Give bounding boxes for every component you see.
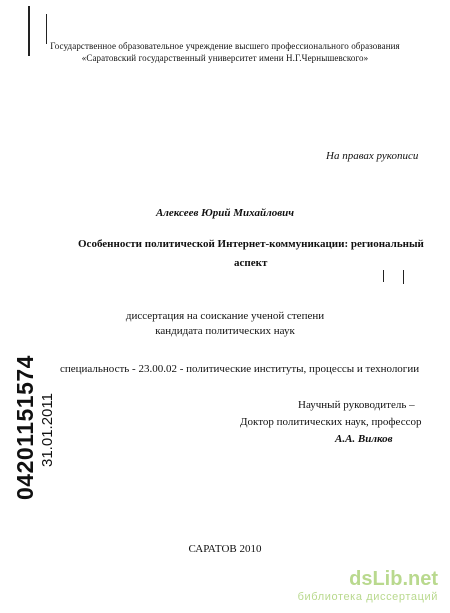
scan-mark: [403, 270, 404, 284]
thesis-title-line-2: аспект: [234, 257, 268, 269]
watermark: [298, 568, 438, 604]
supervisor-credentials: Доктор политических наук, профессор: [240, 416, 422, 428]
institution-line-1: Государственное образовательное учреждение высшего профессионального образования: [50, 41, 400, 51]
institution-line-2: «Саратовский государственный университет имени Н.Г.Чернышевского»: [81, 53, 369, 63]
archive-date: 31.01.2011: [39, 393, 56, 467]
author-name: Алексеев Юрий Михайлович: [155, 207, 295, 219]
archive-code: 04201151574: [12, 355, 38, 500]
rights-note: На правах рукописи: [326, 150, 419, 162]
degree-line-1: диссертация на соискание ученой степени: [125, 310, 325, 322]
specialty-line: специальность - 23.00.02 - политические институты, процессы и технологии: [60, 363, 420, 375]
supervisor-role: Научный руководитель –: [298, 399, 415, 411]
watermark-tagline: библиотека диссертаций: [297, 591, 438, 603]
degree-line-2: кандидата политических наук: [155, 325, 295, 337]
place-year: САРАТОВ 2010: [188, 543, 262, 555]
scan-mark: [383, 270, 384, 282]
supervisor-name: А.А. Вилков: [335, 433, 393, 445]
watermark-brand: dsLib.net: [349, 568, 438, 590]
scan-mark: [46, 14, 47, 44]
thesis-title-line-1: Особенности политической Интернет-коммуникации: региональный: [78, 238, 424, 250]
